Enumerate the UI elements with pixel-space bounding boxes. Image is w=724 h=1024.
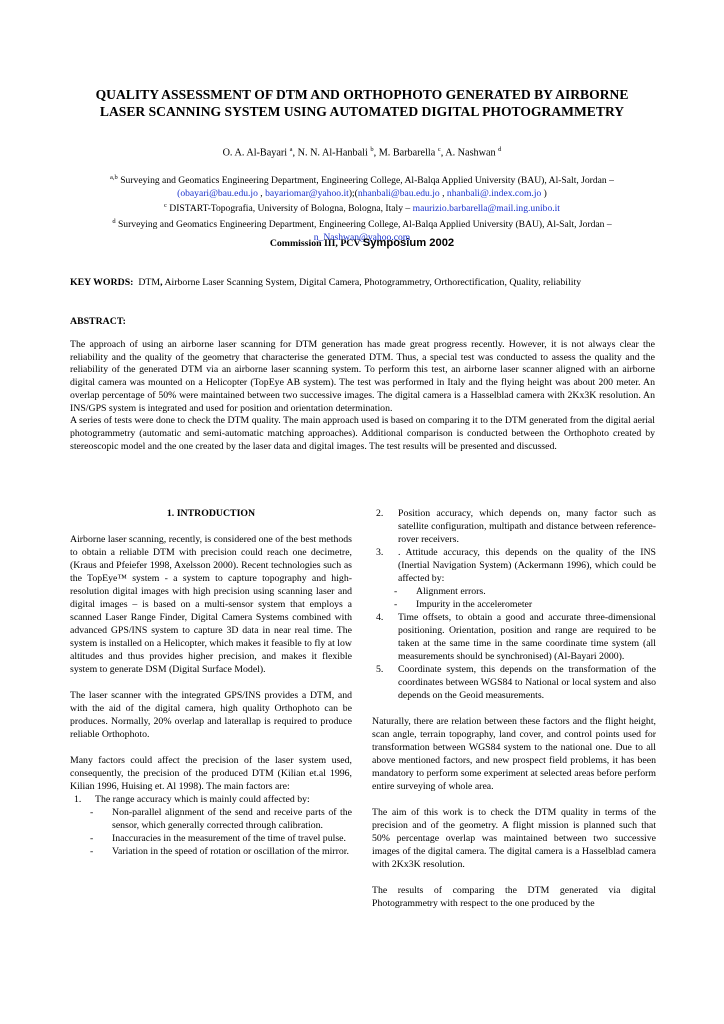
email-link[interactable]: nhanbali@.index.com.jo: [446, 187, 542, 199]
email-link[interactable]: obayari@bau.edu.jo: [180, 187, 258, 199]
body-paragraph: Airborne laser scanning, recently, is considered one of the best methods to obtain a reliable DTM with precision could reach one decimetre, (Kraus and Pfeiefer 1998, Axelsson 2000). Recent technologies such as the TopEye™ system - a system to capture topography and high-resolution digital images with high precision using scanning laser and digital images – is based on a multi-sensor system that employs a scanned Laser Range Finder, Digital Camera Systems combined with advanced GPS/INS system to capture 3D data in near real time. The system is installed on a Helicopter, which makes it feasible to fly at low altitudes and thus provides higher precision, and makes it flexible system to generate DSM (Digital Surface Model).: [70, 534, 352, 675]
body-paragraph: Many factors could affect the precision of the laser system used, consequently, the precision of the produced DTM (Kilian et.al 1996, Kilian 1996, Huising et. Al 1998). The main factors are:: [70, 755, 352, 792]
author-list: O. A. Al-Bayari $^a$, N. N. Al-Hanbali $^b$, M. Barbarella $^c$, A. Nashwan $^d$: [222, 146, 502, 159]
list-subitem: - Alignment errors.: [394, 586, 486, 597]
bullet-dash: -: [90, 833, 94, 844]
paper-title: [40, 86, 684, 120]
list-item: 3. . Attitude accuracy, this depends on the quality of the INS (Inertial Navigation System) (Ackermann 1996), which could be affected by:: [376, 547, 656, 584]
title-line-1: QUALITY ASSESSMENT OF DTM AND ORTHOPHOTO GENERATED BY AIRBORNE: [95, 87, 629, 102]
author-superscript: a: [289, 146, 293, 153]
list-subitem: - Variation in the speed of rotation or oscillation of the mirror.: [90, 846, 349, 857]
list-item: 1. The range accuracy which is mainly could affected by:: [74, 794, 310, 805]
email-link[interactable]: maurizio.barbarella@mail.ing.unibo.it: [412, 203, 560, 215]
abstract-paragraph: The approach of using an airborne laser scanning for DTM generation has made great progress recently. However, it is not always clear the reliability and the quality of the geometry that characterise the generated DTM. Thus, a special test was conducted to assess the quality and the reliability of the generated DTM via an airborne laser scanning system. To perform this test, an airborne laser scanner aligned with an airborne digital camera was mounted on a Helicopter (TopEye AB system). The test was performed in Italy and the flying height was about 200 meter. An overlap percentage of 50% were maintained between two successive images. The digital camera is a Hasselblad camera with 2Kx3K resolution. An INS/GPS system is integrated and used for position and orientation determination.: [70, 339, 655, 414]
keywords-label: KEY WORDS:: [70, 277, 134, 288]
bullet-dash: -: [394, 599, 398, 610]
abstract-paragraph: A series of tests were done to check the DTM quality. The main approach used is based on comparing it to the DTM generated from the digital aerial photogrammetry (automatic and semi-automatic matching approaches). Additional comparison is conducted between the Orthophoto created by stereoscopic model and the one created by the laser data and digital images. The test results will be presented and discussed.: [70, 415, 655, 452]
email-link[interactable]: n_Nashwan@yahoo.com: [313, 231, 411, 243]
affiliation-c: $^c$ DISTART-Topografia, University of Bologna, Bologna, Italy – maurizio.barbarella@mail.ing.unibo.it: [164, 202, 560, 215]
body-paragraph: The results of comparing the DTM generated via digital Photogrammetry with respect to the one produced by the: [372, 885, 656, 909]
commission-line: Commission III, PCV Symposium 2002: [269, 237, 455, 249]
author-name: O. A. Al-Bayari: [222, 147, 288, 159]
list-number: 4.: [376, 612, 384, 623]
author-name: N. N. Al-Hanbali: [297, 147, 368, 159]
left-column: [70, 507, 352, 858]
body-paragraph: The laser scanner with the integrated GPS/INS provides a DTM, and with the aid of the digital camera, high quality Orthophoto can be produces. Normally, 20% overlap and laterallap is required to produce reliable Orthophoto.: [70, 690, 352, 740]
email-link[interactable]: bayariomar@yahoo.it: [265, 187, 349, 199]
email-link[interactable]: nhanbali@bau.edu.jo: [357, 187, 440, 199]
body-paragraph: The aim of this work is to check the DTM quality in terms of the precision and of the geometry. A flight mission is planned such that 50% percentage overlap was maintained between two successive images of the digital camera. The digital camera is a Hasselblad camera with 2Kx3K resolution.: [372, 807, 656, 870]
author-name: A. Nashwan: [445, 147, 496, 159]
author-superscript: c: [437, 146, 441, 153]
abstract-heading: ABSTRACT:: [70, 316, 126, 327]
author-superscript: b: [370, 146, 374, 153]
author-superscript: d: [498, 146, 502, 153]
list-number: 5.: [376, 664, 384, 675]
right-column: [372, 507, 656, 923]
section-heading: 1. INTRODUCTION: [166, 508, 256, 519]
list-subitem: - Non-parallel alignment of the send and receive parts of the sensor, which generally corrected through calibration.: [90, 807, 352, 831]
list-number: 3.: [376, 547, 384, 558]
bullet-dash: -: [90, 807, 94, 818]
title-line-2: LASER SCANNING SYSTEM USING AUTOMATED DIGITAL PHOTOGRAMMETRY: [99, 104, 625, 119]
affiliation-ab: $^{a,b}$ Surveying and Geomatics Engineering Department, Engineering College, Al-Balqa Applied University (BAU), Al-Salt, Jordan –: [110, 174, 614, 187]
list-item: 2. Position accuracy, which depends on, many factor such as satellite configuration, multipath and distance between reference-rover receivers.: [376, 508, 656, 545]
affiliations: [60, 172, 664, 245]
abstract-body: [70, 339, 655, 453]
list-subitem: - Inaccuracies in the measurement of the time of travel pulse.: [90, 833, 346, 844]
keywords: KEY WORDS: DTM, Airborne Laser Scanning System, Digital Camera, Photogrammetry, Orthorectification, Quality, reliability: [70, 277, 582, 288]
affiliation-d: $^d$ Surveying and Geomatics Engineering Department, Engineering College, Al-Balqa Applied University (BAU), Al-Salt, Jordan –: [112, 218, 612, 231]
list-subitem: - Impurity in the accelerometer: [394, 599, 533, 610]
list-item: 4. Time offsets, to obtain a good and accurate three-dimensional positioning. Orientation, position and range are required to be taken at the same time in the same coordinate time system (all measurements should be synchronised) (Al-Bayari 2000).: [376, 612, 656, 662]
symposium-label: Symposium 2002: [362, 237, 455, 249]
list-number: 1.: [74, 794, 82, 805]
list-number: 2.: [376, 508, 384, 519]
author-name: M. Barbarella: [378, 147, 436, 159]
list-item: 5. Coordinate system, this depends on the transformation of the coordinates between WGS84 to National or local system and also depends on the Geoid measurements.: [376, 664, 656, 701]
bullet-dash: -: [394, 586, 398, 597]
body-paragraph: Naturally, there are relation between these factors and the flight height, scan angle, terrain topography, land cover, and control points used for transformation between WGS84 system to the national one. Due to all above mentioned factors, and new prospect field problems, it has been mandatory to perform some experiment at selected areas before perform entire surveying of whole area.: [372, 716, 656, 792]
affiliation-ab-emails: (obayari@bau.edu.jo , bayariomar@yahoo.it);(nhanbali@bau.edu.jo , nhanbali@.index.com.jo ): [177, 187, 547, 199]
bullet-dash: -: [90, 846, 94, 857]
